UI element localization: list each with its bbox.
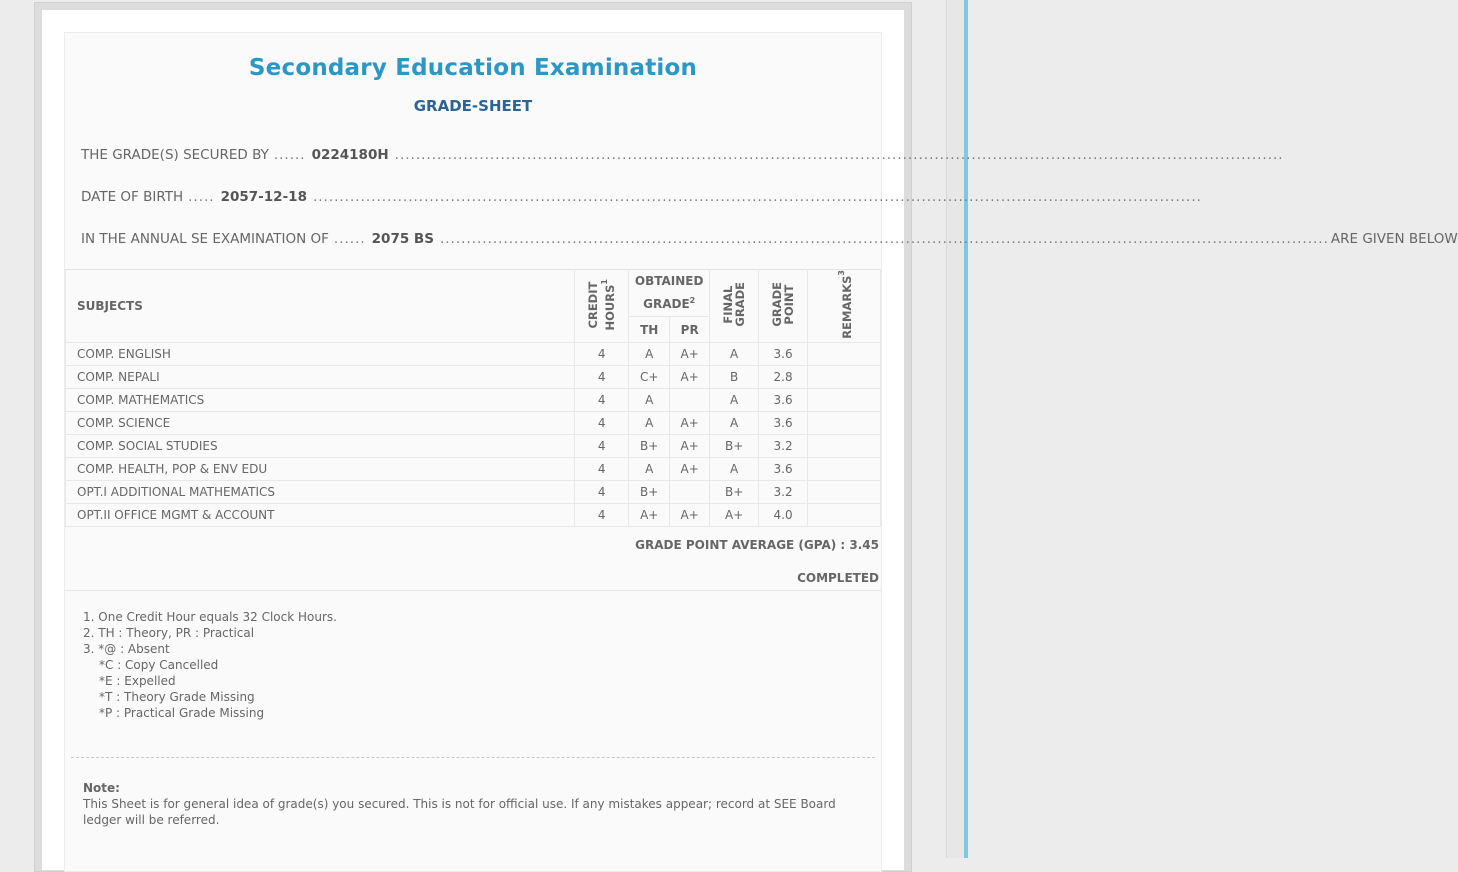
- credit-cell: 4: [575, 411, 629, 434]
- credit-cell: 4: [575, 480, 629, 503]
- exam-label: IN THE ANNUAL SE EXAMINATION OF: [81, 231, 329, 247]
- subject-cell: COMP. NEPALI: [66, 365, 575, 388]
- header-th: TH: [629, 317, 670, 342]
- scrollbar-track[interactable]: [946, 0, 965, 858]
- remarks-cell: [808, 365, 881, 388]
- credit-cell: 4: [575, 457, 629, 480]
- footnote-subitem: *E : Expelled: [99, 674, 176, 688]
- exam-title: Secondary Education Examination: [248, 55, 698, 81]
- table-row: [66, 388, 881, 411]
- remarks-cell: [808, 342, 881, 365]
- table-row: [66, 503, 881, 526]
- dots-fill: ........................................................................................................................................................................: [439, 231, 1329, 247]
- header-final-grade: FINAL GRADE: [710, 270, 759, 343]
- pr-grade-cell: [670, 388, 710, 411]
- subject-cell: COMP. HEALTH, POP & ENV EDU: [66, 457, 575, 480]
- credit-cell: 4: [575, 365, 629, 388]
- dots: .....: [188, 189, 215, 205]
- footnote-subitem: *T : Theory Grade Missing: [99, 690, 255, 704]
- subject-cell: COMP. SOCIAL STUDIES: [66, 434, 575, 457]
- footnote-item: 2. TH : Theory, PR : Practical: [83, 626, 255, 640]
- th-grade-cell: A: [629, 342, 670, 365]
- exam-year: 2075 BS: [371, 231, 434, 247]
- remarks-cell: [808, 457, 881, 480]
- grade-sheet: [64, 32, 1458, 872]
- credit-cell: 4: [575, 388, 629, 411]
- pr-grade-cell: A+: [670, 457, 710, 480]
- subject-cell: OPT.I ADDITIONAL MATHEMATICS: [66, 480, 575, 503]
- header-credit-hours: CREDIT HOURS$^1$: [575, 270, 629, 343]
- section-divider: [65, 590, 881, 591]
- table-row: [66, 365, 881, 388]
- footnote-item: 3. *@ : Absent: [83, 642, 170, 656]
- final-grade-cell: A: [710, 457, 759, 480]
- header-subjects: SUBJECTS: [66, 270, 575, 343]
- footnotes: [83, 609, 337, 721]
- remarks-cell: [808, 388, 881, 411]
- th-grade-cell: B+: [629, 480, 670, 503]
- th-grade-cell: B+: [629, 434, 670, 457]
- grade-point-cell: 3.6: [759, 457, 808, 480]
- dots-fill: ........................................................................................................................................................................: [312, 189, 1202, 205]
- header-pr: PR: [670, 317, 710, 342]
- date-of-birth: 2057-12-18: [220, 189, 307, 205]
- exam-line: [81, 231, 1458, 251]
- table-row: [66, 457, 881, 480]
- th-grade-cell: C+: [629, 365, 670, 388]
- disclaimer-text: This Sheet is for general idea of grade(s) you secured. This is not for official use. If any mistakes appear; record at SEE Board ledger will be referred.: [83, 797, 836, 827]
- header-remarks: REMARKS$^3$: [808, 270, 881, 343]
- remarks-cell: [808, 411, 881, 434]
- footnote-subitem: *C : Copy Cancelled: [99, 658, 219, 672]
- final-grade-cell: A: [710, 411, 759, 434]
- grade-point-cell: 4.0: [759, 503, 808, 526]
- final-grade-cell: B+: [710, 480, 759, 503]
- pr-grade-cell: A+: [670, 434, 710, 457]
- dashed-divider: [71, 757, 875, 758]
- grade-point-cell: 3.6: [759, 342, 808, 365]
- header-grade-point: GRADE POINT: [759, 270, 808, 343]
- grades-table: [65, 269, 881, 527]
- footnote-item: 1. One Credit Hour equals 32 Clock Hours.: [83, 610, 337, 624]
- pr-grade-cell: A+: [670, 411, 710, 434]
- grade-point-cell: 3.6: [759, 411, 808, 434]
- pr-grade-cell: [670, 480, 710, 503]
- dots: ......: [273, 147, 306, 163]
- credit-cell: 4: [575, 342, 629, 365]
- secured-by-line: [81, 147, 1284, 167]
- final-grade-cell: B+: [710, 434, 759, 457]
- subject-cell: COMP. ENGLISH: [66, 342, 575, 365]
- th-grade-cell: A: [629, 411, 670, 434]
- gpa-summary: GRADE POINT AVERAGE (GPA) : 3.45: [635, 538, 879, 552]
- note-title: Note:: [83, 781, 120, 795]
- dob-line: [81, 189, 1202, 209]
- table-row: [66, 434, 881, 457]
- secured-by-label: THE GRADE(S) SECURED BY: [81, 147, 269, 163]
- symbol-number: 0224180H: [311, 147, 389, 163]
- subject-cell: COMP. MATHEMATICS: [66, 388, 575, 411]
- remarks-cell: [808, 434, 881, 457]
- subject-cell: COMP. SCIENCE: [66, 411, 575, 434]
- grade-point-cell: 3.2: [759, 434, 808, 457]
- grade-point-cell: 2.8: [759, 365, 808, 388]
- pr-grade-cell: A+: [670, 342, 710, 365]
- dob-label: DATE OF BIRTH: [81, 189, 184, 205]
- footnote-subitem: *P : Practical Grade Missing: [99, 706, 265, 720]
- table-row: [66, 411, 881, 434]
- pr-grade-cell: A+: [670, 503, 710, 526]
- grade-point-cell: 3.6: [759, 388, 808, 411]
- table-row: [66, 342, 881, 365]
- subject-cell: OPT.II OFFICE MGMT & ACCOUNT: [66, 503, 575, 526]
- remarks-cell: [808, 480, 881, 503]
- dots: ......: [333, 231, 366, 247]
- th-grade-cell: A: [629, 457, 670, 480]
- result-status: COMPLETED: [797, 571, 879, 585]
- exam-tail: ARE GIVEN BELOW: [1330, 231, 1458, 247]
- dots-fill: ........................................................................................................................................................................: [394, 147, 1284, 163]
- header-obtained-grade: OBTAINED GRADE$^2$: [629, 270, 710, 317]
- final-grade-cell: B: [710, 365, 759, 388]
- final-grade-cell: A: [710, 342, 759, 365]
- grade-point-cell: 3.2: [759, 480, 808, 503]
- sheet-subtitle: GRADE-SHEET: [413, 97, 533, 115]
- remarks-cell: [808, 503, 881, 526]
- credit-cell: 4: [575, 434, 629, 457]
- th-grade-cell: A: [629, 388, 670, 411]
- table-row: [66, 480, 881, 503]
- credit-cell: 4: [575, 503, 629, 526]
- final-grade-cell: A+: [710, 503, 759, 526]
- final-grade-cell: A: [710, 388, 759, 411]
- scrollbar-accent: [964, 0, 968, 858]
- pr-grade-cell: A+: [670, 365, 710, 388]
- th-grade-cell: A+: [629, 503, 670, 526]
